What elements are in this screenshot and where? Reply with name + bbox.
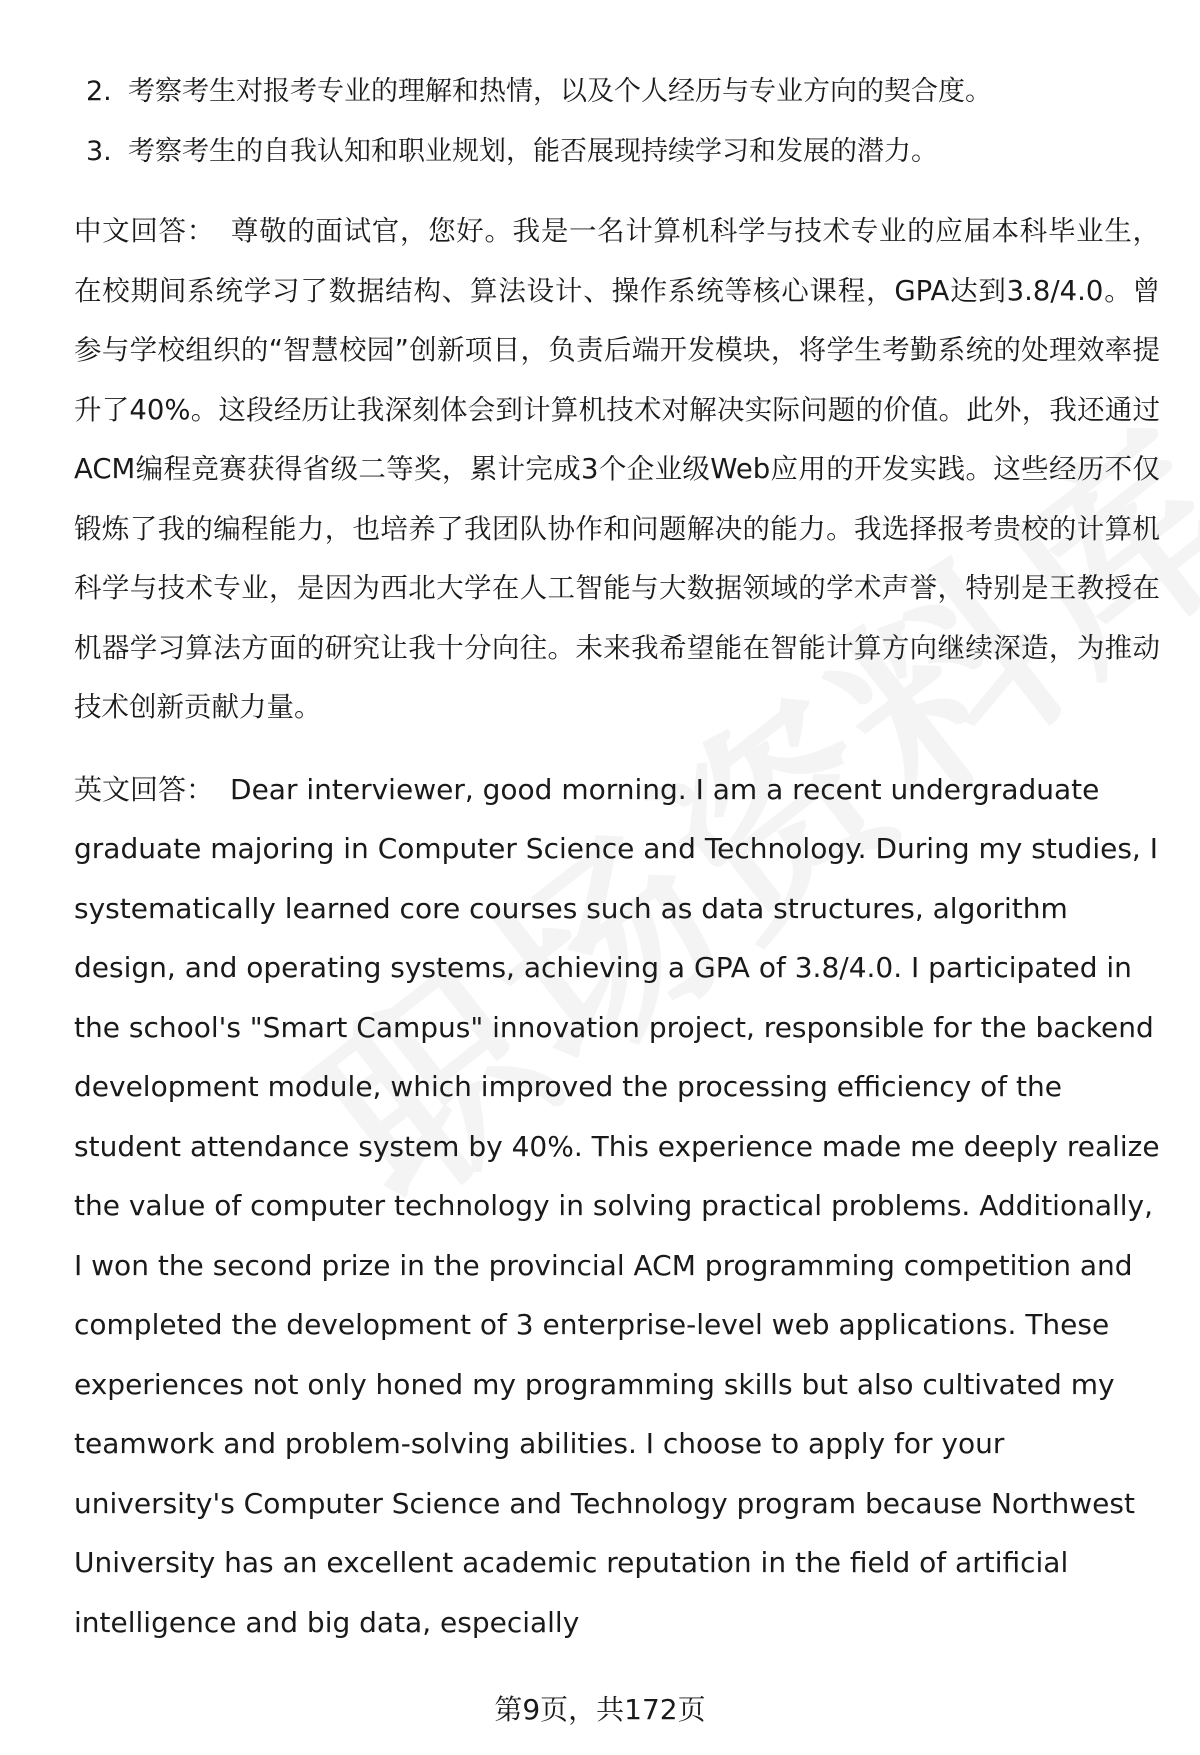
evaluation-criteria-list — [74, 62, 1160, 182]
list-item-number: 3. — [86, 136, 112, 167]
page-footer — [0, 1690, 1200, 1730]
list-item-number: 2. — [86, 76, 112, 107]
english-answer-paragraph — [74, 760, 1160, 1653]
chinese-answer-text: 尊敬的面试官，您好。我是一名计算机科学与技术专业的应届本科毕业生，在校期间系统学习了数据结构、算法设计、操作系统等核心课程，GPA达到3.8/4.0。曾参与学校组织的“智慧校园”创新项目，负责后端开发模块，将学生考勤系统的处理效率提升了40%。这段经历让我深刻体会到计算机技术对解决实际问题的价值。此外，我还通过ACM编程竞赛获得省级二等奖，累计完成3个企业级Web应用的开发实践。这些经历不仅锻炼了我的编程能力，也培养了我团队协作和问题解决的能力。我选择报考贵校的计算机科学与技术专业，是因为西北大学在人工智能与大数据领域的学术声誉，特别是王教授在机器学习算法方面的研究让我十分向往。未来我希望能在智能计算方向继续深造，为推动技术创新贡献力量。 — [74, 215, 1161, 723]
list-item-text: 考察考生的自我认知和职业规划，能否展现持续学习和发展的潜力。 — [128, 136, 938, 167]
list-item — [74, 62, 1160, 122]
list-item-text: 考察考生对报考专业的理解和热情，以及个人经历与专业方向的契合度。 — [128, 76, 992, 107]
page-content — [74, 62, 1160, 1652]
chinese-answer-paragraph — [74, 202, 1160, 738]
english-answer-label: 英文回答： — [74, 772, 215, 806]
page-number-indicator: 第9页，共172页 — [494, 1693, 706, 1726]
list-item — [74, 122, 1160, 182]
chinese-answer-label: 中文回答： — [74, 215, 215, 247]
english-answer-text: Dear interviewer, good morning. I am a recent undergraduate graduate majoring in Computer Science and Technology. During my studies, I systematically learned core courses such as data structures, algorithm design, and operating systems, achieving a GPA of 3.8/4.0. I participated in the school's "Smart Campus" innovation project, responsible for the backend development module, which improved the processing efficiency of the student attendance system by 40%. This experience made me deeply realize the value of computer technology in solving practical problems. Additionally, I won the second prize in the provincial ACM programming competition and completed the development of 3 enterprise-level web applications. These experiences not only honed my programming skills but also cultivated my teamwork and problem-solving abilities. I choose to apply for your university's Computer Science and Technology program because Northwest University has an excellent academic reputation in the field of artificial intelligence and big data, especially — [74, 772, 1160, 1639]
